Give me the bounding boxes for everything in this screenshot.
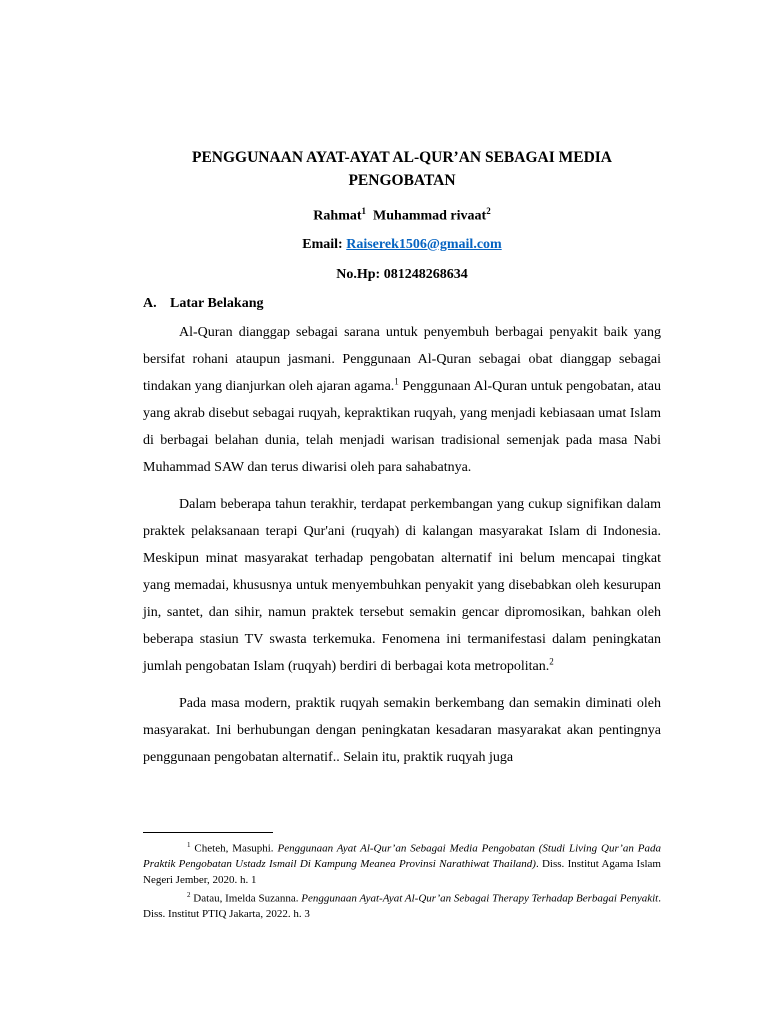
email-label: Email: — [302, 236, 343, 252]
title-line-2: PENGOBATAN — [348, 172, 456, 189]
footnote-ref-1[interactable]: 1 — [394, 376, 399, 386]
paragraph-1-text-a: Al-Quran dianggap sebagai sarana untuk penyembuh berbagai penyakit baik yang bersifat rohani ataupun jasmani. Penggunaan Al-Quran sebagai obat dianggap sebagai tindakan yang dianjurkan oleh ajaran agama. — [143, 324, 661, 394]
footnotes — [143, 838, 661, 923]
author-2-affiliation-marker: 2 — [486, 206, 491, 216]
footnote-separator — [143, 832, 273, 833]
section-heading — [143, 294, 661, 314]
author-1-affiliation-marker: 1 — [361, 206, 367, 216]
phone-line: No.Hp: 081248268634 — [336, 266, 468, 282]
document-title — [143, 146, 661, 192]
footnote-1-number: 1 — [187, 841, 191, 849]
footnote-2-author: Datau, Imelda Suzanna. — [190, 892, 302, 905]
paragraph-2 — [143, 491, 661, 680]
document-page — [143, 146, 661, 771]
section-title: Latar Belakang — [170, 295, 264, 311]
footnote-1-author: Cheteh, Masuphi. — [190, 842, 278, 855]
title-line-1: PENGGUNAAN AYAT-AYAT AL-QUR’AN SEBAGAI MEDIA — [191, 149, 613, 166]
paragraph-1 — [143, 319, 661, 481]
footnote-1 — [143, 838, 661, 888]
paragraph-2-text: Dalam beberapa tahun terakhir, terdapat perkembangan yang cukup signifikan dalam praktek pelaksanaan terapi Qur'ani (ruqyah) di kalangan masyarakat Islam di Indonesia. Meskipun minat masyarakat terhadap pengobatan alternatif ini belum mencapai tingkat yang memadai, khususnya untuk menyembuhkan penyakit yang disebabkan oleh kesurupan jin, santet, dan sihir, namun praktek tersebut semakin gencar dipromosikan, bahkan oleh beberapa stasiun TV swasta terkemuka. Fenomena ini termanifestasi dalam peningkatan jumlah pengobatan Islam (ruqyah) berdiri di berbagai kota metropolitan. — [143, 496, 661, 674]
email-link[interactable]: Raiserek1506@gmail.com — [346, 236, 502, 252]
author-1: Rahmat — [313, 208, 362, 224]
footnote-2-title: Penggunaan Ayat-Ayat Al-Qur’an Sebagai Therapy Terhadap Berbagai Penyakit — [301, 892, 659, 905]
footnote-2-number: 2 — [187, 891, 191, 900]
footnote-1-source: . Diss. Institut Agama Islam Negeri Jember, 2020. h. 1 — [143, 858, 661, 886]
paragraph-3: Pada masa modern, praktik ruqyah semakin berkembang dan semakin diminati oleh masyarakat. Ini berhubungan dengan peningkatan kesadaran masyarakat akan pentingnya penggunaan pengobatan alternatif.. Selain itu, praktik ruqyah juga — [143, 695, 661, 765]
paragraph-1-text-b: Penggunaan Al-Quran untuk pengobatan, atau yang akrab disebut sebagai ruqyah, kepraktikan ruqyah, yang menjadi kebiasaan umat Islam di berbagai belahan dunia, telah menjadi warisan tradisional semenjak pada masa Nabi Muhammad SAW dan terus diwarisi oleh para sahabatnya. — [143, 378, 662, 475]
email-line — [143, 235, 661, 255]
author-2: Muhammad rivaat — [373, 208, 487, 224]
author-line — [143, 201, 661, 227]
section-number: A. — [143, 295, 157, 311]
footnote-2-source: . Diss. Institut PTIQ Jakarta, 2022. h. 3 — [143, 892, 661, 921]
footnote-2 — [143, 888, 661, 923]
footnote-ref-2[interactable]: 2 — [549, 656, 554, 666]
footnote-1-title: Penggunaan Ayat Al-Qur’an Sebagai Media Pengobatan (Studi Living Qur’an Pada Praktik Pengobatan Ustadz Ismail Di Kampung Meanea Provinsi Narathiwat Thailand) — [143, 842, 661, 871]
